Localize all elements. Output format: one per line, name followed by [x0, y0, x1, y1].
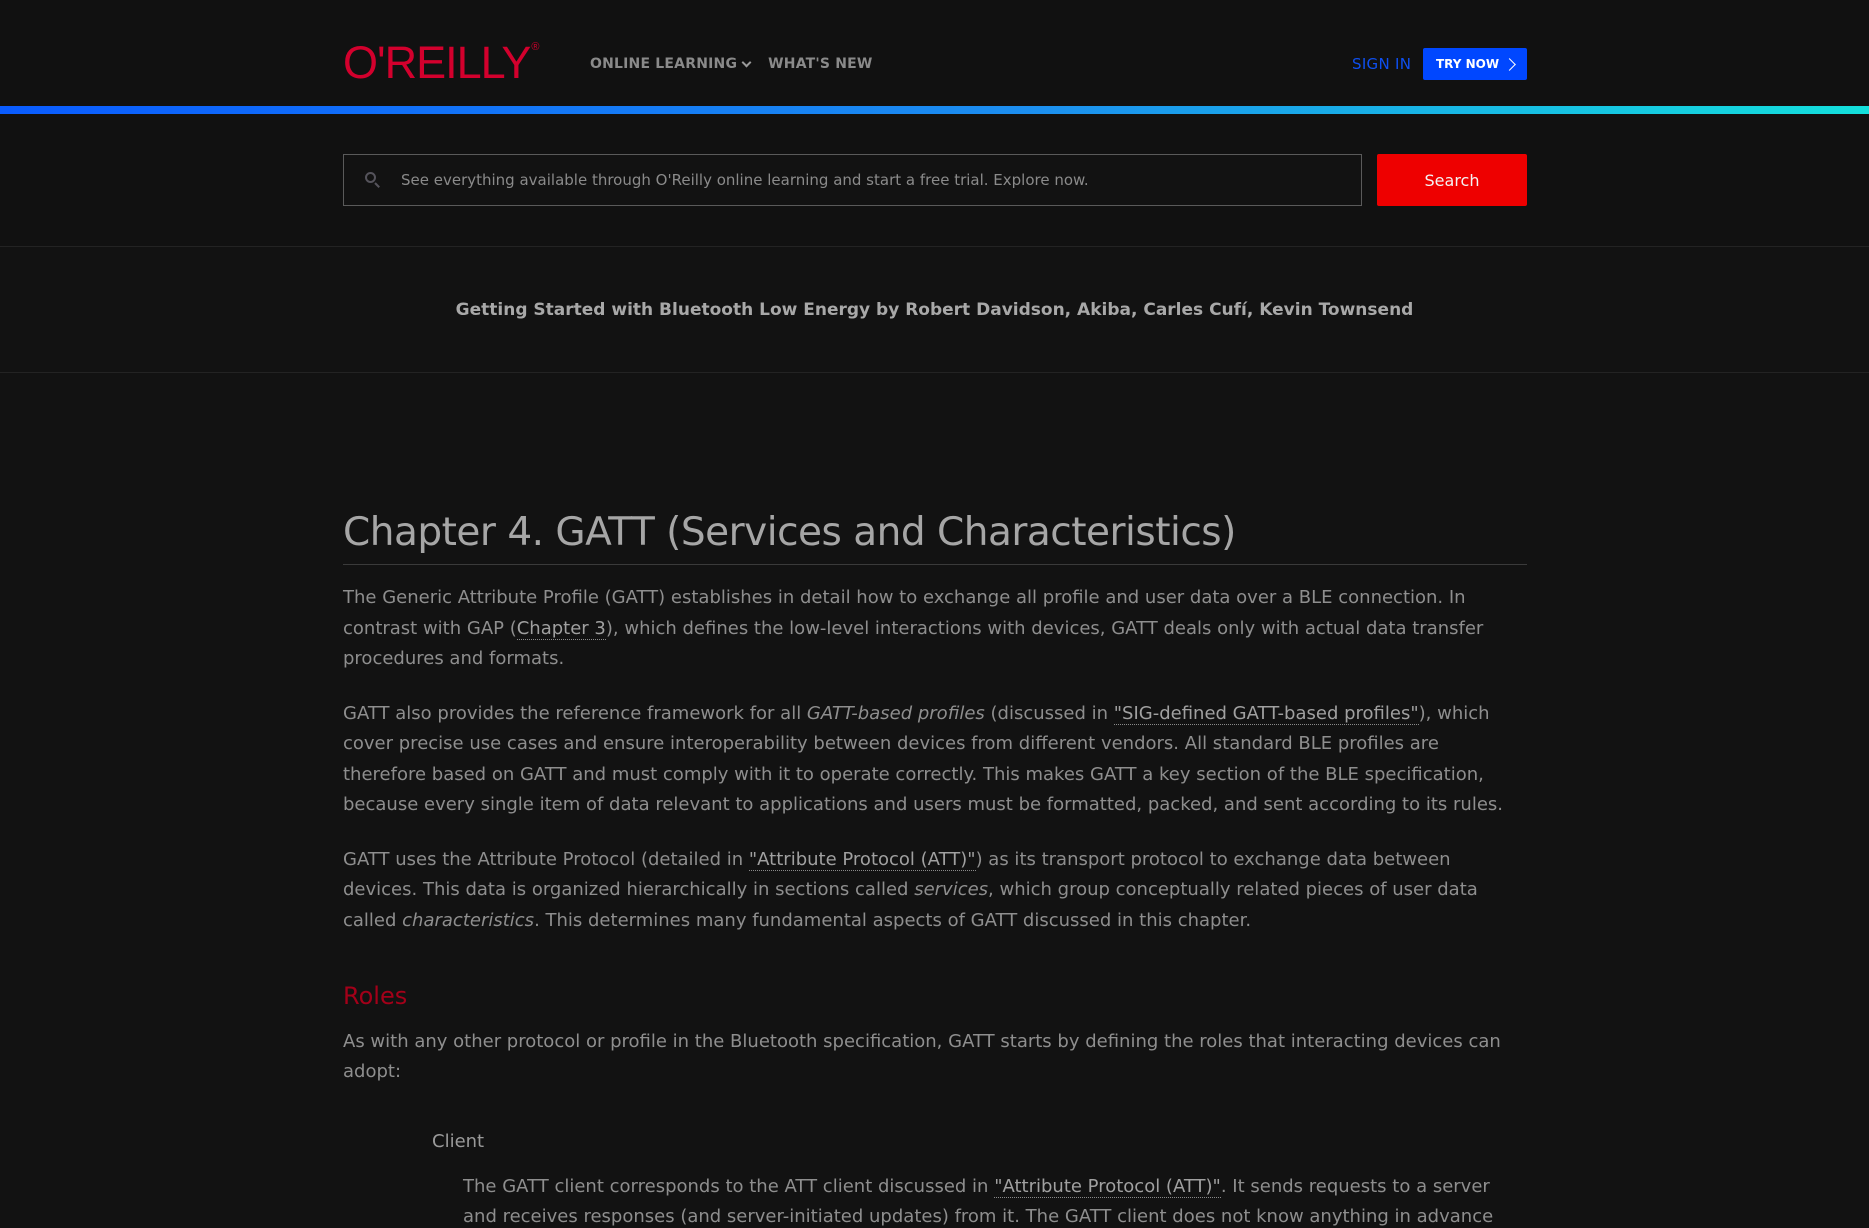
- registered-mark: ®: [531, 41, 539, 53]
- book-title-band: [0, 247, 1869, 372]
- chevron-down-icon: [742, 57, 752, 67]
- nav-online-learning-label: ONLINE LEARNING: [590, 56, 738, 72]
- link-attribute-protocol[interactable]: "Attribute Protocol (ATT)": [748, 848, 976, 870]
- sign-in-link[interactable]: SIGN IN: [1352, 55, 1412, 73]
- text: ), which cover precise use cases and ensure interoperability between devices from different vendors. All standard BLE profiles are therefore based on GATT and must comply with it to operate correctly. This makes GATT a key section of the BLE specification, because every single item of data relevant to applications and users must be formatted, packed, and sent according to its rules.: [343, 702, 1503, 815]
- main-nav: [590, 56, 873, 72]
- link-chapter-3[interactable]: Chapter 3: [516, 617, 606, 639]
- text: The Generic Attribute Profile (GATT) establishes in detail how to exchange all profile and user data over a BLE connection. In contrast with GAP (: [343, 587, 1466, 639]
- search-button[interactable]: Search: [1377, 154, 1527, 206]
- nav-whats-new[interactable]: [768, 56, 872, 72]
- site-header: [0, 0, 1869, 106]
- roles-intro: As with any other protocol or profile in the Bluetooth specification, GATT starts by defining the roles that interacting devices can adopt:: [343, 1030, 1501, 1083]
- oreilly-logo[interactable]: [343, 37, 539, 88]
- search-placeholder: See everything available through O'Reilly online learning and start a free trial. Explore now.: [401, 171, 1089, 189]
- chapter-title: Chapter 4. GATT (Services and Characteristics): [343, 500, 1527, 565]
- role-desc-client: [463, 1172, 1527, 1228]
- role-term-client: Client: [432, 1130, 485, 1152]
- try-now-button[interactable]: [1423, 48, 1527, 80]
- divider: [0, 372, 1869, 373]
- search-icon: [364, 171, 382, 189]
- paragraph-3: [343, 845, 1527, 937]
- roles-list: [343, 1130, 1527, 1228]
- nav-whats-new-label: WHAT'S NEW: [768, 56, 873, 72]
- emphasis: services: [914, 879, 989, 900]
- link-attribute-protocol[interactable]: "Attribute Protocol (ATT)": [994, 1175, 1221, 1197]
- text: . This determines many fundamental aspects of GATT discussed in this chapter.: [534, 909, 1252, 931]
- emphasis: characteristics: [402, 909, 535, 931]
- chevron-right-icon: [1503, 58, 1516, 71]
- header-gradient-bar: [0, 106, 1869, 114]
- text: The GATT client corresponds to the ATT client discussed in: [463, 1175, 995, 1197]
- link-sig-defined-profiles[interactable]: "SIG-defined GATT-based profiles": [1113, 702, 1419, 724]
- emphasis: GATT-based profiles: [806, 702, 985, 724]
- nav-online-learning[interactable]: [590, 56, 750, 72]
- text: GATT uses the Attribute Protocol (detailed in: [343, 848, 749, 870]
- text: . It sends requests to a server and receives responses (and server-initiated updates) from it. The GATT client does not know anything in advance: [463, 1175, 1494, 1228]
- text: ), which defines the low-level interactions with devices, GATT deals only with actual data transfer procedures and formats.: [343, 617, 1484, 669]
- text: ) as its transport protocol to exchange data between devices. This data is organized hierarchically in sections called: [343, 848, 1451, 900]
- logo-text: O'REILLY: [343, 37, 531, 88]
- chapter-content: [343, 500, 1527, 1228]
- search-input[interactable]: [343, 154, 1362, 206]
- text: , which group conceptually related pieces of user data called: [343, 879, 1478, 931]
- search-section: [0, 114, 1869, 246]
- section-heading-roles: Roles: [343, 982, 408, 1010]
- text: (discussed in: [984, 702, 1114, 724]
- paragraph-2: [343, 699, 1527, 821]
- book-title: Getting Started with Bluetooth Low Energy by Robert Davidson, Akiba, Carles Cufí, Kevin Townsend: [455, 299, 1414, 320]
- paragraph-1: [343, 583, 1527, 675]
- text: GATT also provides the reference framework for all: [343, 702, 807, 724]
- try-now-label: TRY NOW: [1435, 57, 1500, 71]
